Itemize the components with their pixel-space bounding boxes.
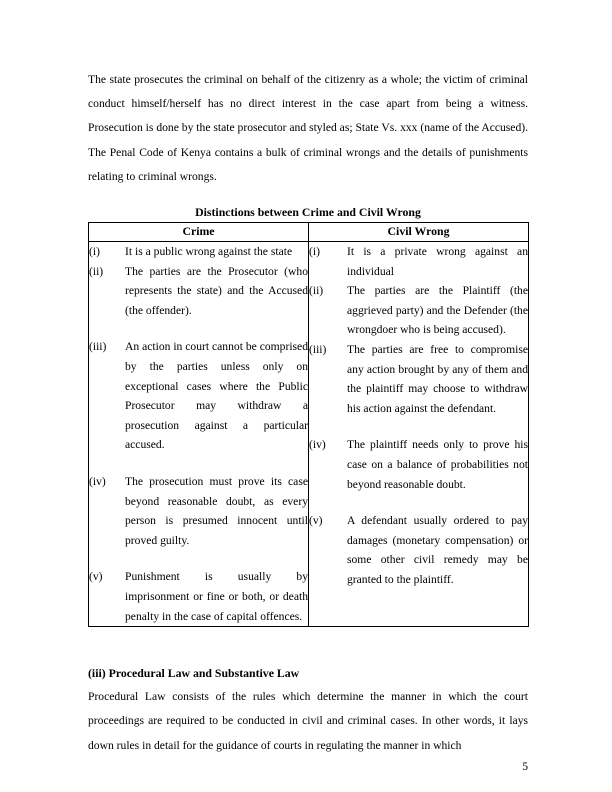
table-header-row [89,223,529,242]
cell-crime-list [89,242,309,627]
list-marker: (i) [309,245,320,259]
column-header-civil-wrong: Civil Wrong [309,223,529,242]
page-number: 5 [522,759,528,773]
section-heading: (iii) Procedural Law and Substantive Law [88,666,300,681]
list-item [89,472,308,550]
list-marker: (iv) [309,438,326,452]
list-item [89,337,308,455]
cell-civil-wrong-list [309,242,529,627]
list-item [309,281,528,340]
intro-paragraph: The state prosecutes the criminal on behalf of the citizenry as a whole; the victim of criminal conduct himself/herself has no direct interest in the case apart from being a witness. Prosecution is done by the state prosecutor and styled as; State Vs. xxx (name of the Accused). The Penal Code of Kenya contains a bulk of criminal wrongs and the details of punishments relating to criminal wrongs. [88,73,528,183]
page-footer [88,760,528,778]
table-caption: Distinctions between Crime and Civil Wrong [195,205,421,220]
list-marker: (v) [309,514,323,528]
list-item-text: The parties are the Prosecutor (who represents the state) and the Accused (the offender). [125,264,308,317]
list-item [89,262,308,321]
list-marker: (ii) [309,284,324,298]
crime-vs-civil-wrong-table [88,222,529,627]
civil-wrong-item-list [309,242,528,590]
list-item [309,435,528,494]
list-marker: (ii) [89,264,104,278]
list-item-text: A defendant usually ordered to pay damages (monetary compensation) or some other civil remedy may be granted to the plaintiff. [347,514,528,586]
list-item [309,340,528,418]
list-marker: (i) [89,245,100,259]
section-paragraph: Procedural Law consists of the rules which determine the manner in which the court proceedings are required to be conducted in civil and criminal cases. In other words, it lays down rules in detail for the guidance of courts in regulating the manner in which [88,690,528,752]
page-content [88,68,528,778]
list-item-text: The prosecution must prove its case beyond reasonable doubt, as every person is presumed innocent until proved guilty. [125,474,308,547]
list-marker: (iii) [309,342,327,356]
crime-item-list [89,242,308,626]
list-item-text: The plaintiff needs only to prove his case on a balance of probabilities not beyond reasonable doubt. [347,438,528,491]
list-item-text: The parties are free to compromise any action brought by any of them and the plaintiff may choose to withdraw his action against the defendant. [347,342,528,415]
list-item [309,511,528,589]
list-item [309,242,528,281]
list-item [89,242,308,262]
table-spacer [88,627,528,661]
list-item-text: An action in court cannot be comprised by the parties unless only on exceptional cases where the Public Prosecutor may withdraw a prosecution against a particular accused. [125,340,308,452]
list-marker: (v) [89,570,103,584]
list-item-text: The parties are the Plaintiff (the aggrieved party) and the Defender (the wrongdoer who is being accused). [347,284,528,337]
column-header-crime: Crime [89,223,309,242]
list-marker: (iii) [89,340,107,354]
list-marker: (iv) [89,474,106,488]
list-item-text: It is a public wrong against the state [125,245,293,259]
list-item [89,567,308,626]
table-body-row [89,242,529,627]
list-item-text: Punishment is usually by imprisonment or fine or both, or death penalty in the case of capital offences. [125,570,308,623]
list-item-text: It is a private wrong against an individual [347,245,528,278]
